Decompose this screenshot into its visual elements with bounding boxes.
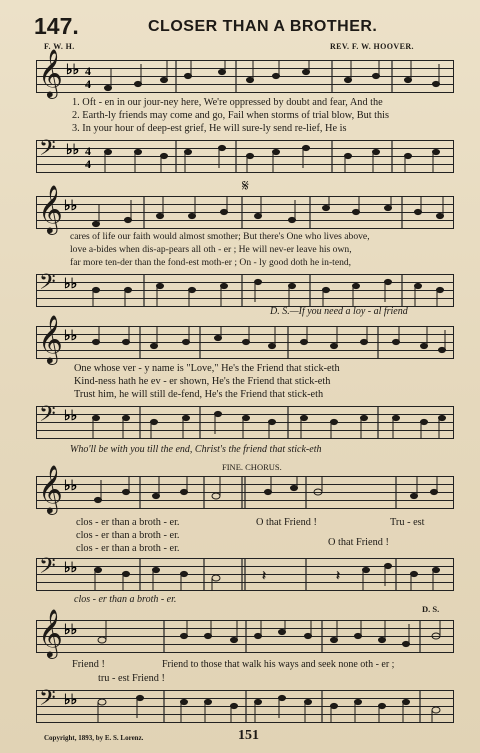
bass-staff-3: [36, 402, 454, 439]
bass-clef-icon: 𝄢: [39, 554, 56, 584]
verse-1-line-1: 1. Oft - en in our jour-ney here, We're oppressed by doubt and fear, And the: [72, 97, 383, 108]
treble-clef-icon: 𝄞: [38, 184, 63, 233]
svg-text:♭♭: ♭♭: [64, 693, 78, 708]
notes-bass-5: [36, 690, 454, 723]
hymn-number: 147.: [34, 13, 79, 39]
bass-staff-2: [36, 270, 454, 307]
treble-staff-2: [36, 184, 454, 233]
svg-text:♭♭: ♭♭: [64, 329, 78, 344]
bass-clef-icon: 𝄢: [39, 402, 56, 432]
chorus-friend-word: Friend !: [72, 659, 105, 670]
treble-staff-1: [36, 48, 454, 97]
notes-bass-2: [36, 274, 454, 307]
verse-3-line-1: 3. In your hour of deep-est grief, He will sure-ly send re-lief, He is: [72, 123, 347, 134]
segno-icon: 𝄋: [242, 176, 249, 195]
chorus-o-that-friend-1: O that Friend !: [256, 517, 317, 528]
treble-clef-icon: 𝄞: [38, 464, 63, 513]
notes-bass-4: [36, 558, 454, 591]
copyright-notice: Copyright, 1893, by E. S. Lorenz.: [44, 734, 144, 742]
notes-treble-2: [36, 196, 454, 229]
svg-text:♭♭: ♭♭: [64, 561, 78, 576]
treble-clef-icon: 𝄞: [38, 608, 63, 657]
treble-staff-3: [36, 314, 454, 363]
svg-text:♭♭: ♭♭: [64, 623, 78, 638]
chorus-truest-label: Tru - est: [390, 517, 425, 528]
words-credit: F. W. H.: [44, 42, 75, 51]
svg-text:♭♭: ♭♭: [66, 63, 80, 78]
music-credit: REV. F. W. HOOVER.: [330, 42, 414, 51]
verse-2-line-1: 2. Earth-ly friends may come and go, Fail when storms of trial blow, But this: [72, 110, 390, 121]
notes-treble-4: [36, 476, 454, 509]
fine-chorus-label: FINE. CHORUS.: [222, 462, 282, 472]
bass-clef-icon: 𝄢: [39, 270, 56, 300]
verse-1-line-2: cares of life our faith would almost smother; But there's One who lives above,: [70, 231, 370, 242]
verse-1-line-4: clos - er than a broth - er.: [76, 517, 180, 528]
treble-clef-icon: 𝄞: [38, 48, 63, 97]
svg-text:4: 4: [85, 144, 91, 158]
verse-1-line-3: One whose ver - y name is "Love," He's the Friend that stick-eth: [74, 363, 340, 374]
chorus-o-that-friend-2: O that Friend !: [328, 537, 389, 548]
svg-text:4: 4: [85, 64, 91, 78]
verse-3-line-4: clos - er than a broth - er.: [76, 543, 180, 554]
svg-text:♭♭: ♭♭: [64, 199, 78, 214]
svg-text:𝄽: 𝄽: [336, 568, 340, 583]
page-number: 151: [238, 728, 259, 743]
verse-2-line-3: Kind-ness hath he ev - er shown, He's the Friend that stick-eth: [74, 376, 331, 387]
notes-treble-3: [36, 326, 454, 359]
notes-treble-1: [36, 60, 454, 93]
verse-3-line-2: far more ten-der than the fond-est moth-er ; On - ly good doth he in-tend,: [70, 257, 352, 268]
verse-3-line-3: Trust him, he will still de-fend, He's the Friend that stick-eth: [74, 389, 324, 400]
ds-mark: D. S.: [422, 604, 440, 614]
svg-text:4: 4: [85, 157, 91, 171]
bass-staff-5: [36, 686, 454, 723]
under-lyric-line-3: Who'll be with you till the end, Christ's the friend that stick-eth: [70, 444, 322, 455]
svg-text:♭♭: ♭♭: [64, 277, 78, 292]
svg-text:4: 4: [85, 77, 91, 91]
svg-text:♭♭: ♭♭: [64, 409, 78, 424]
notes-bass-1: [36, 140, 454, 173]
verse-2-line-2: love a-bides when dis-ap-pears all oth - er ; He will nev-er leave his own,: [70, 244, 352, 255]
svg-text:♭♭: ♭♭: [64, 479, 78, 494]
svg-text:𝄽: 𝄽: [262, 568, 266, 583]
chorus-line-5: Friend to those that walk his ways and seek none oth - er ;: [162, 659, 395, 670]
notes-treble-5: [36, 620, 454, 653]
notes-bass-3: [36, 406, 454, 439]
under-lyric-line-4: clos - er than a broth - er.: [74, 594, 177, 605]
ds-lyric-line: D. S.—If you need a loy - al friend: [270, 306, 408, 317]
bass-clef-icon: 𝄢: [39, 686, 56, 716]
svg-text:♭♭: ♭♭: [66, 143, 80, 158]
chorus-truest-friend: tru - est Friend !: [98, 673, 165, 684]
bass-staff-4: [36, 554, 454, 591]
bass-staff-1: [36, 136, 454, 173]
hymn-title: CLOSER THAN A BROTHER.: [148, 18, 378, 35]
verse-2-line-4: clos - er than a broth - er.: [76, 530, 180, 541]
bass-clef-icon: 𝄢: [39, 136, 56, 166]
treble-clef-icon: 𝄞: [38, 314, 63, 363]
